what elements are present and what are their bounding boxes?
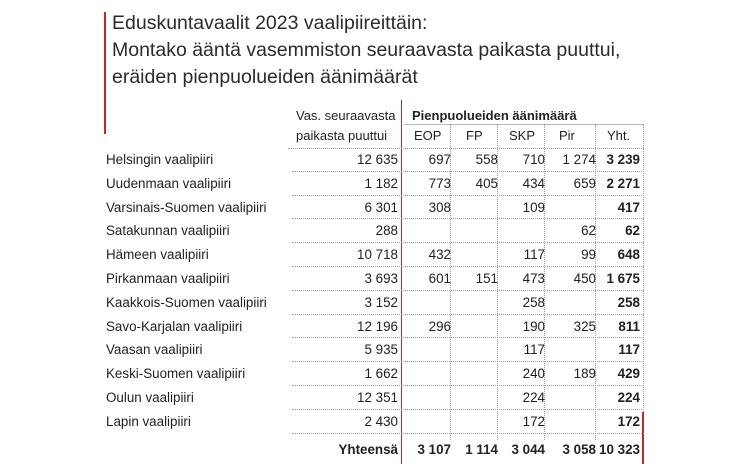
- cell-skp: 434: [522, 175, 545, 191]
- table-row: [106, 148, 644, 172]
- table-row: [106, 315, 644, 339]
- cell-skp: 109: [522, 199, 545, 215]
- table-row: [106, 410, 644, 434]
- total-label: Yhteensä: [338, 442, 398, 457]
- cell-yht: 811: [618, 318, 640, 334]
- cell-vas: 3 152: [364, 294, 398, 310]
- cell-vas: 12 635: [357, 152, 398, 167]
- header-col-eop: EOP: [414, 128, 442, 143]
- district-name: Kaakkois-Suomen vaalipiiri: [106, 294, 267, 310]
- district-name: Keski-Suomen vaalipiiri: [106, 366, 246, 382]
- cell-yht: 62: [625, 223, 640, 239]
- cell-pir: 62: [581, 223, 596, 239]
- cell-skp: 710: [522, 152, 545, 167]
- header-vas-line1: Vas. seuraavasta: [296, 108, 396, 123]
- table-row: [106, 196, 644, 220]
- cell-skp: 240: [522, 366, 545, 382]
- page-title: [112, 10, 712, 91]
- table-row: [106, 219, 644, 243]
- cell-pir: 325: [573, 318, 596, 334]
- cell-pir: 99: [581, 247, 596, 263]
- cell-yht: 117: [618, 342, 640, 358]
- cell-eop: 308: [428, 199, 451, 215]
- district-name: Oulun vaalipiiri: [106, 390, 194, 405]
- total-eop: 3 107: [417, 442, 451, 457]
- header-col-fp: FP: [466, 128, 483, 143]
- cell-skp: 172: [522, 413, 545, 429]
- cell-eop: 601: [428, 271, 451, 286]
- total-fp: 1 114: [465, 442, 498, 457]
- cell-fp: 405: [475, 175, 498, 191]
- cell-yht: 1 675: [606, 271, 640, 286]
- district-name: Lapin vaalipiiri: [106, 413, 191, 429]
- cell-eop: 697: [428, 152, 451, 167]
- header-group-label: Pienpuolueiden äänimäärä: [412, 108, 577, 123]
- cell-vas: 3 693: [364, 271, 398, 286]
- cell-pir: 450: [573, 271, 596, 286]
- header-vas-line2: paikasta puuttui: [296, 128, 388, 143]
- table-row: [106, 386, 644, 410]
- cell-yht: 258: [617, 294, 640, 310]
- total-row: [106, 438, 644, 462]
- cell-yht: 417: [617, 199, 640, 215]
- cell-vas: 2 430: [364, 413, 398, 429]
- cell-vas: 1 662: [364, 366, 398, 382]
- table-row: [106, 267, 644, 291]
- cell-yht: 224: [617, 390, 640, 405]
- cell-eop: 432: [428, 247, 451, 263]
- table-row: [106, 172, 644, 196]
- cell-vas: 5 935: [364, 342, 398, 358]
- table-row: [106, 362, 644, 386]
- title-line-1: Eduskuntavaalit 2023 vaalipiireittäin:: [112, 12, 428, 34]
- title-line-3: eräiden pienpuolueiden äänimäärät: [112, 66, 418, 88]
- district-name: Hämeen vaalipiiri: [106, 247, 209, 263]
- cell-yht: 429: [617, 366, 640, 382]
- district-name: Uudenmaan vaalipiiri: [106, 175, 232, 191]
- cell-yht: 172: [617, 413, 640, 429]
- cell-vas: 288: [375, 223, 398, 239]
- cell-pir: 659: [573, 175, 596, 191]
- title-accent-line: [104, 12, 106, 134]
- district-name: Satakunnan vaalipiiri: [106, 223, 230, 239]
- cell-yht: 648: [617, 247, 640, 263]
- total-pir: 3 058: [562, 442, 596, 457]
- header-col-yht: Yht.: [607, 128, 631, 143]
- cell-skp: 473: [522, 271, 545, 286]
- total-yht: 10 323: [599, 442, 640, 457]
- header-col-pir: Pir: [559, 128, 575, 143]
- cell-fp: 151: [475, 271, 498, 286]
- district-name: Varsinais-Suomen vaalipiiri: [106, 199, 267, 215]
- cell-vas: 12 196: [357, 318, 398, 334]
- title-line-2: Montako ääntä vasemmiston seuraavasta paikasta puuttui,: [112, 39, 621, 61]
- cell-eop: 773: [428, 175, 451, 191]
- district-name: Helsingin vaalipiiri: [106, 152, 214, 167]
- cell-fp: 558: [475, 152, 498, 167]
- cell-eop: 296: [428, 318, 451, 334]
- row-rule: [292, 433, 644, 434]
- cell-skp: 117: [523, 247, 545, 263]
- district-name: Pirkanmaan vaalipiiri: [106, 271, 230, 286]
- table-row: [106, 291, 644, 315]
- cell-skp: 190: [522, 318, 545, 334]
- cell-skp: 258: [522, 294, 545, 310]
- header-col-skp: SKP: [509, 128, 536, 143]
- cell-pir: 1 274: [562, 152, 596, 167]
- district-name: Savo-Karjalan vaalipiiri: [106, 318, 243, 334]
- total-skp: 3 044: [511, 442, 545, 457]
- cell-yht: 3 239: [606, 152, 640, 167]
- header-group-underline: [404, 124, 644, 125]
- cell-yht: 2 271: [606, 175, 640, 191]
- cell-pir: 189: [573, 366, 596, 382]
- cell-vas: 1 182: [364, 175, 398, 191]
- cell-vas: 6 301: [364, 199, 398, 215]
- table-row: [106, 243, 644, 267]
- cell-skp: 117: [523, 342, 545, 358]
- cell-vas: 12 351: [357, 390, 398, 405]
- cell-skp: 224: [522, 390, 545, 405]
- district-name: Vaasan vaalipiiri: [106, 342, 203, 358]
- table-row: [106, 338, 644, 362]
- cell-vas: 10 718: [357, 247, 398, 263]
